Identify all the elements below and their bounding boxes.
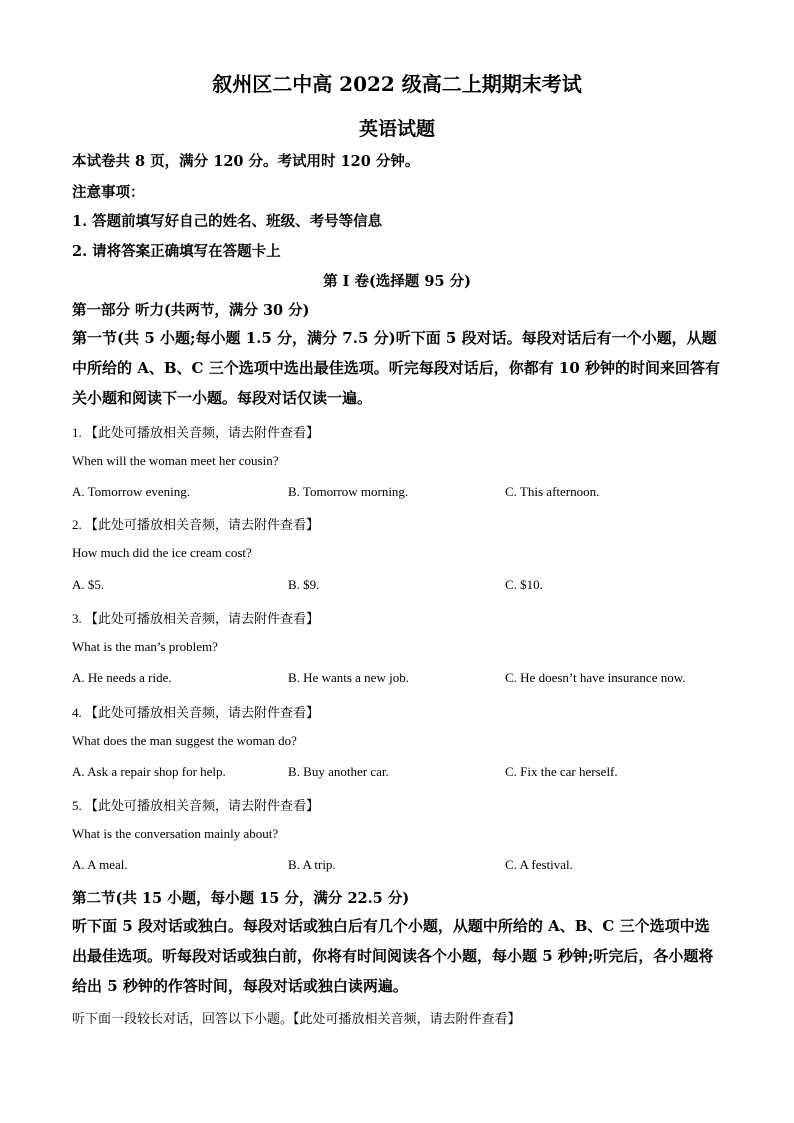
question-text: What is the conversation mainly about? bbox=[72, 826, 279, 841]
option-b: B. He wants a new job. bbox=[288, 670, 409, 685]
option-c: C. He doesn’t have insurance now. bbox=[505, 670, 686, 685]
volume-heading: 第 I 卷(选择题 95 分) bbox=[323, 273, 471, 290]
option-a: A. A meal. bbox=[72, 857, 128, 872]
option-c: C. Fix the car herself. bbox=[505, 764, 618, 779]
exam-title: 叙州区二中高 2022 级高二上期期末考试 bbox=[212, 72, 582, 96]
option-a: A. He needs a ride. bbox=[72, 670, 172, 685]
option-b: B. $9. bbox=[288, 577, 320, 592]
notice-item: 1. 答题前填写好自己的姓名、班级、考号等信息 bbox=[72, 213, 383, 230]
option-b: B. Tomorrow morning. bbox=[288, 484, 409, 499]
section1-instructions: 第一节(共 5 小题;每小题 1.5 分，满分 7.5 分)听下面 5 段对话。每段对话后有一个小题，从题中所给的 A、B、C 三个选项中选出最佳选项。听完每段对话后，你都有 10 秒钟的时间来回答有关小题和阅读下一小题。每段对话仅读一遍。 bbox=[72, 329, 721, 407]
option-c: C. $10. bbox=[505, 577, 543, 592]
final-note: 听下面一段较长对话，回答以下小题。【此处可播放相关音频，请去附件查看】 bbox=[72, 1012, 521, 1027]
option-c: C. This afternoon. bbox=[505, 484, 600, 499]
exam-subtitle: 英语试题 bbox=[358, 118, 435, 140]
option-c: C. A festival. bbox=[505, 857, 573, 872]
notice-item: 2. 请将答案正确填写在答题卡上 bbox=[72, 243, 281, 260]
option-a: A. $5. bbox=[72, 577, 105, 592]
section2-instructions: 听下面 5 段对话或独白。每段对话或独白后有几个小题，从题中所给的 A、B、C 三个选项中选出最佳选项。听每段对话或独白前，你将有时间阅读各个小题，每小题 5 秒钟;听完后，各小题将给出 5 秒钟的作答时间，每段对话或独白读两遍。 bbox=[72, 917, 714, 995]
option-b: B. A trip. bbox=[288, 857, 336, 872]
option-a: A. Tomorrow evening. bbox=[72, 484, 190, 499]
question-text: When will the woman meet her cousin? bbox=[72, 453, 279, 468]
notice-heading: 注意事项： bbox=[72, 184, 145, 201]
question-prompt: 2. 【此处可播放相关音频，请去附件查看】 bbox=[72, 517, 320, 532]
question-text: How much did the ice cream cost? bbox=[72, 545, 252, 560]
option-a: A. Ask a repair shop for help. bbox=[72, 764, 226, 779]
question-prompt: 5. 【此处可播放相关音频，请去附件查看】 bbox=[72, 798, 320, 813]
part1-heading: 第一部分 听力(共两节，满分 30 分) bbox=[72, 302, 310, 319]
question-text: What is the man’s problem? bbox=[72, 639, 218, 654]
section2-heading: 第二节(共 15 小题，每小题 15 分，满分 22.5 分) bbox=[72, 890, 410, 907]
option-b: B. Buy another car. bbox=[288, 764, 389, 779]
intro-text: 本试卷共 8 页，满分 120 分。考试用时 120 分钟。 bbox=[72, 153, 420, 170]
question-text: What does the man suggest the woman do? bbox=[72, 733, 297, 748]
question-prompt: 4. 【此处可播放相关音频，请去附件查看】 bbox=[72, 705, 320, 720]
question-prompt: 1. 【此处可播放相关音频，请去附件查看】 bbox=[72, 425, 320, 440]
question-prompt: 3. 【此处可播放相关音频，请去附件查看】 bbox=[72, 611, 320, 626]
